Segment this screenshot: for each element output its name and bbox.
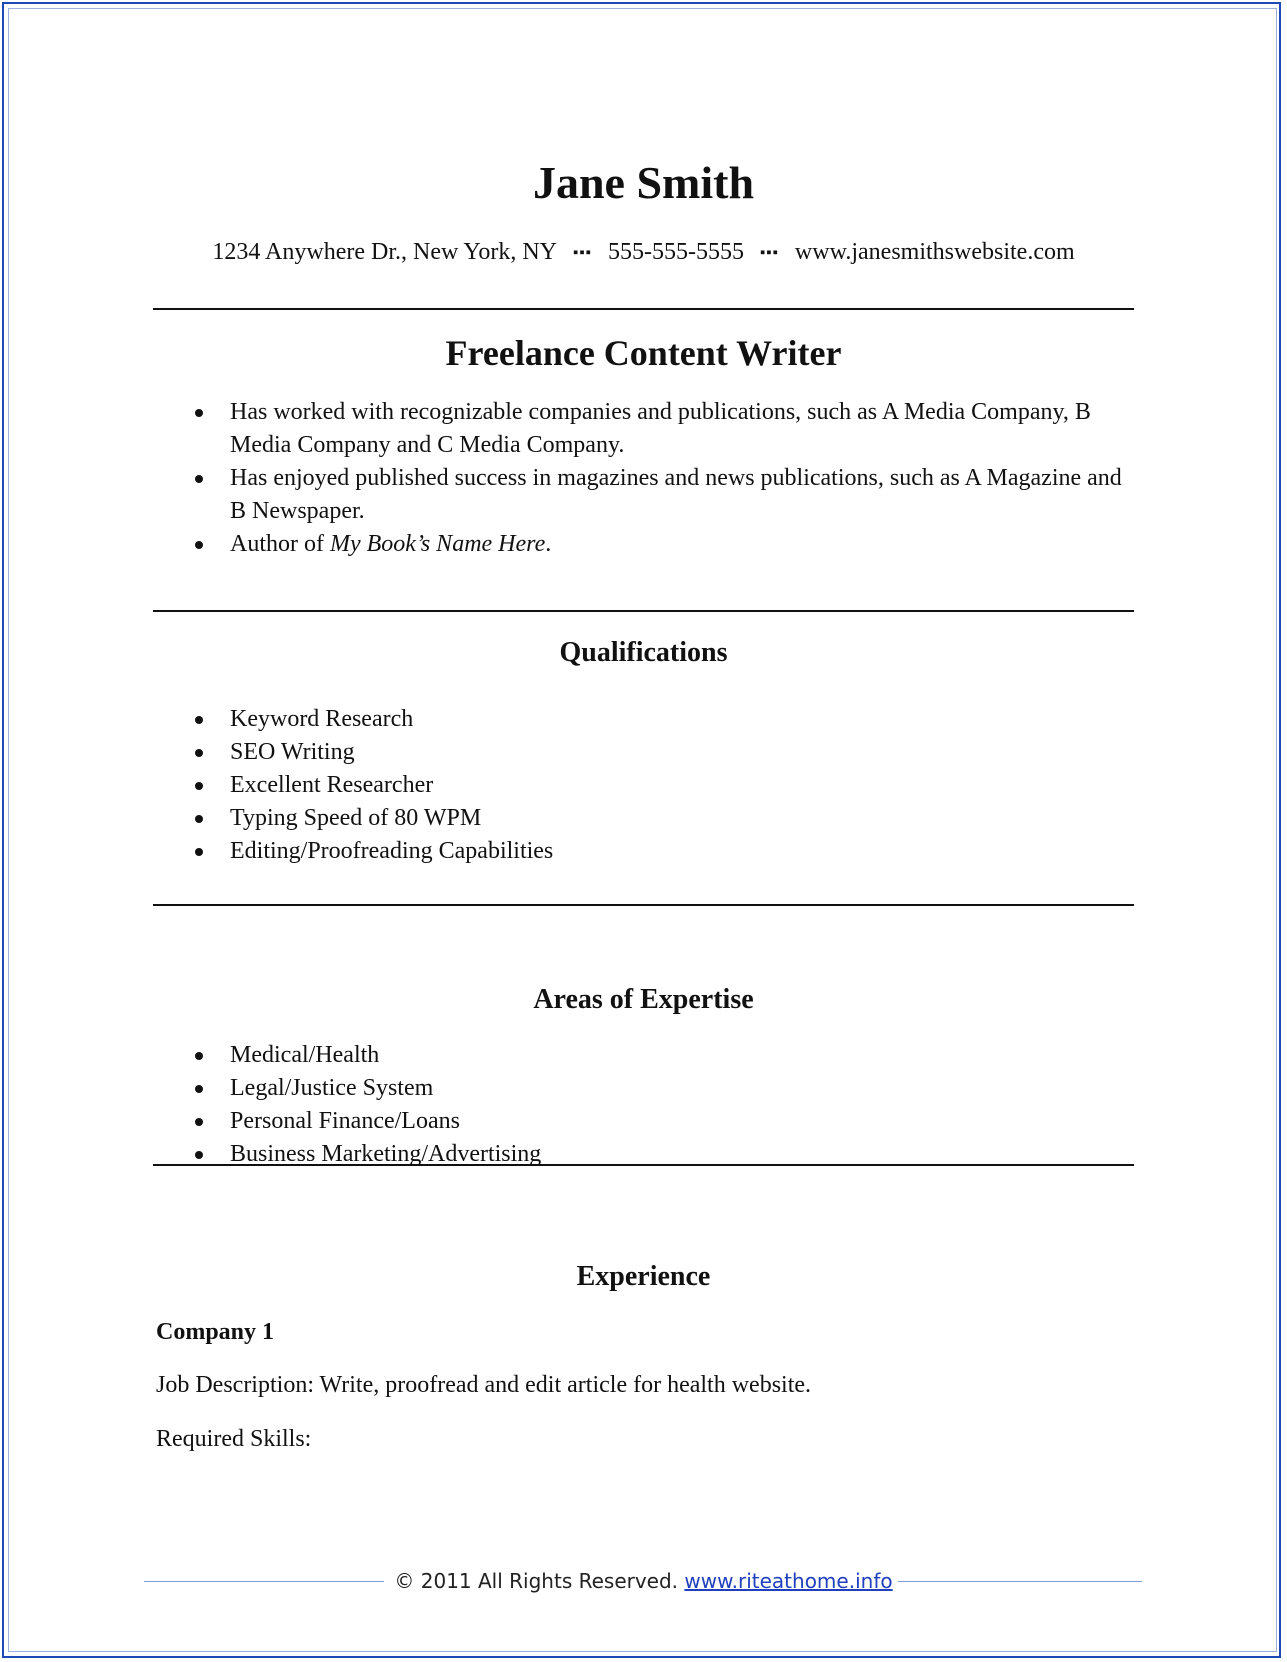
list-item: Editing/Proofreading Capabilities [230,835,1130,868]
contact-line [0,236,1287,269]
summary-list [230,396,1130,561]
experience-title: Experience [576,1261,711,1292]
list-item: Business Marketing/Advertising [230,1138,1130,1171]
list-item: SEO Writing [230,736,1130,769]
list-item: Excellent Researcher [230,769,1130,802]
footer [0,1567,1287,1595]
qualifications-title: Qualifications [559,637,728,668]
phone: 555-555-5555 [607,239,744,265]
list-item: Personal Finance/Loans [230,1105,1130,1138]
section-divider [153,1164,1134,1166]
list-item: Medical/Health [230,1039,1130,1072]
list-item: Keyword Research [230,703,1130,736]
address: 1234 Anywhere Dr., New York, NY [212,239,558,265]
job-description: Job Description: Write, proofread and edit article for health website. [156,1372,812,1398]
required-skills-label: Required Skills: [156,1426,312,1452]
footer-link[interactable]: www.riteathome.info [684,1569,893,1593]
summary-title: Freelance Content Writer [445,333,842,373]
separator-glyph: ▪▪▪ [759,245,779,262]
list-item: Has worked with recognizable companies and publications, such as A Media Company, B Media Company and C Media Company. [230,396,1130,462]
section-divider [153,610,1134,612]
section-divider [153,904,1134,906]
list-item: Legal/Justice System [230,1072,1130,1105]
list-item: Has enjoyed published success in magazines and news publications, such as A Magazine and B Newspaper. [230,462,1130,528]
website: www.janesmithswebsite.com [794,239,1075,265]
separator-glyph: ▪▪▪ [573,245,592,262]
qualifications-list [230,703,1130,868]
author-suffix: . [545,531,552,557]
book-title: My Book’s Name Here [329,531,546,557]
list-item: Typing Speed of 80 WPM [230,802,1130,835]
list-item [230,528,1130,561]
company-name: Company 1 [156,1319,275,1345]
expertise-title: Areas of Expertise [533,984,754,1015]
section-divider [153,308,1134,310]
copyright-text: © 2011 All Rights Reserved. [394,1569,679,1593]
expertise-list [230,1039,1130,1171]
author-prefix: Author of [230,531,330,557]
resume-name: Jane Smith [532,157,755,208]
